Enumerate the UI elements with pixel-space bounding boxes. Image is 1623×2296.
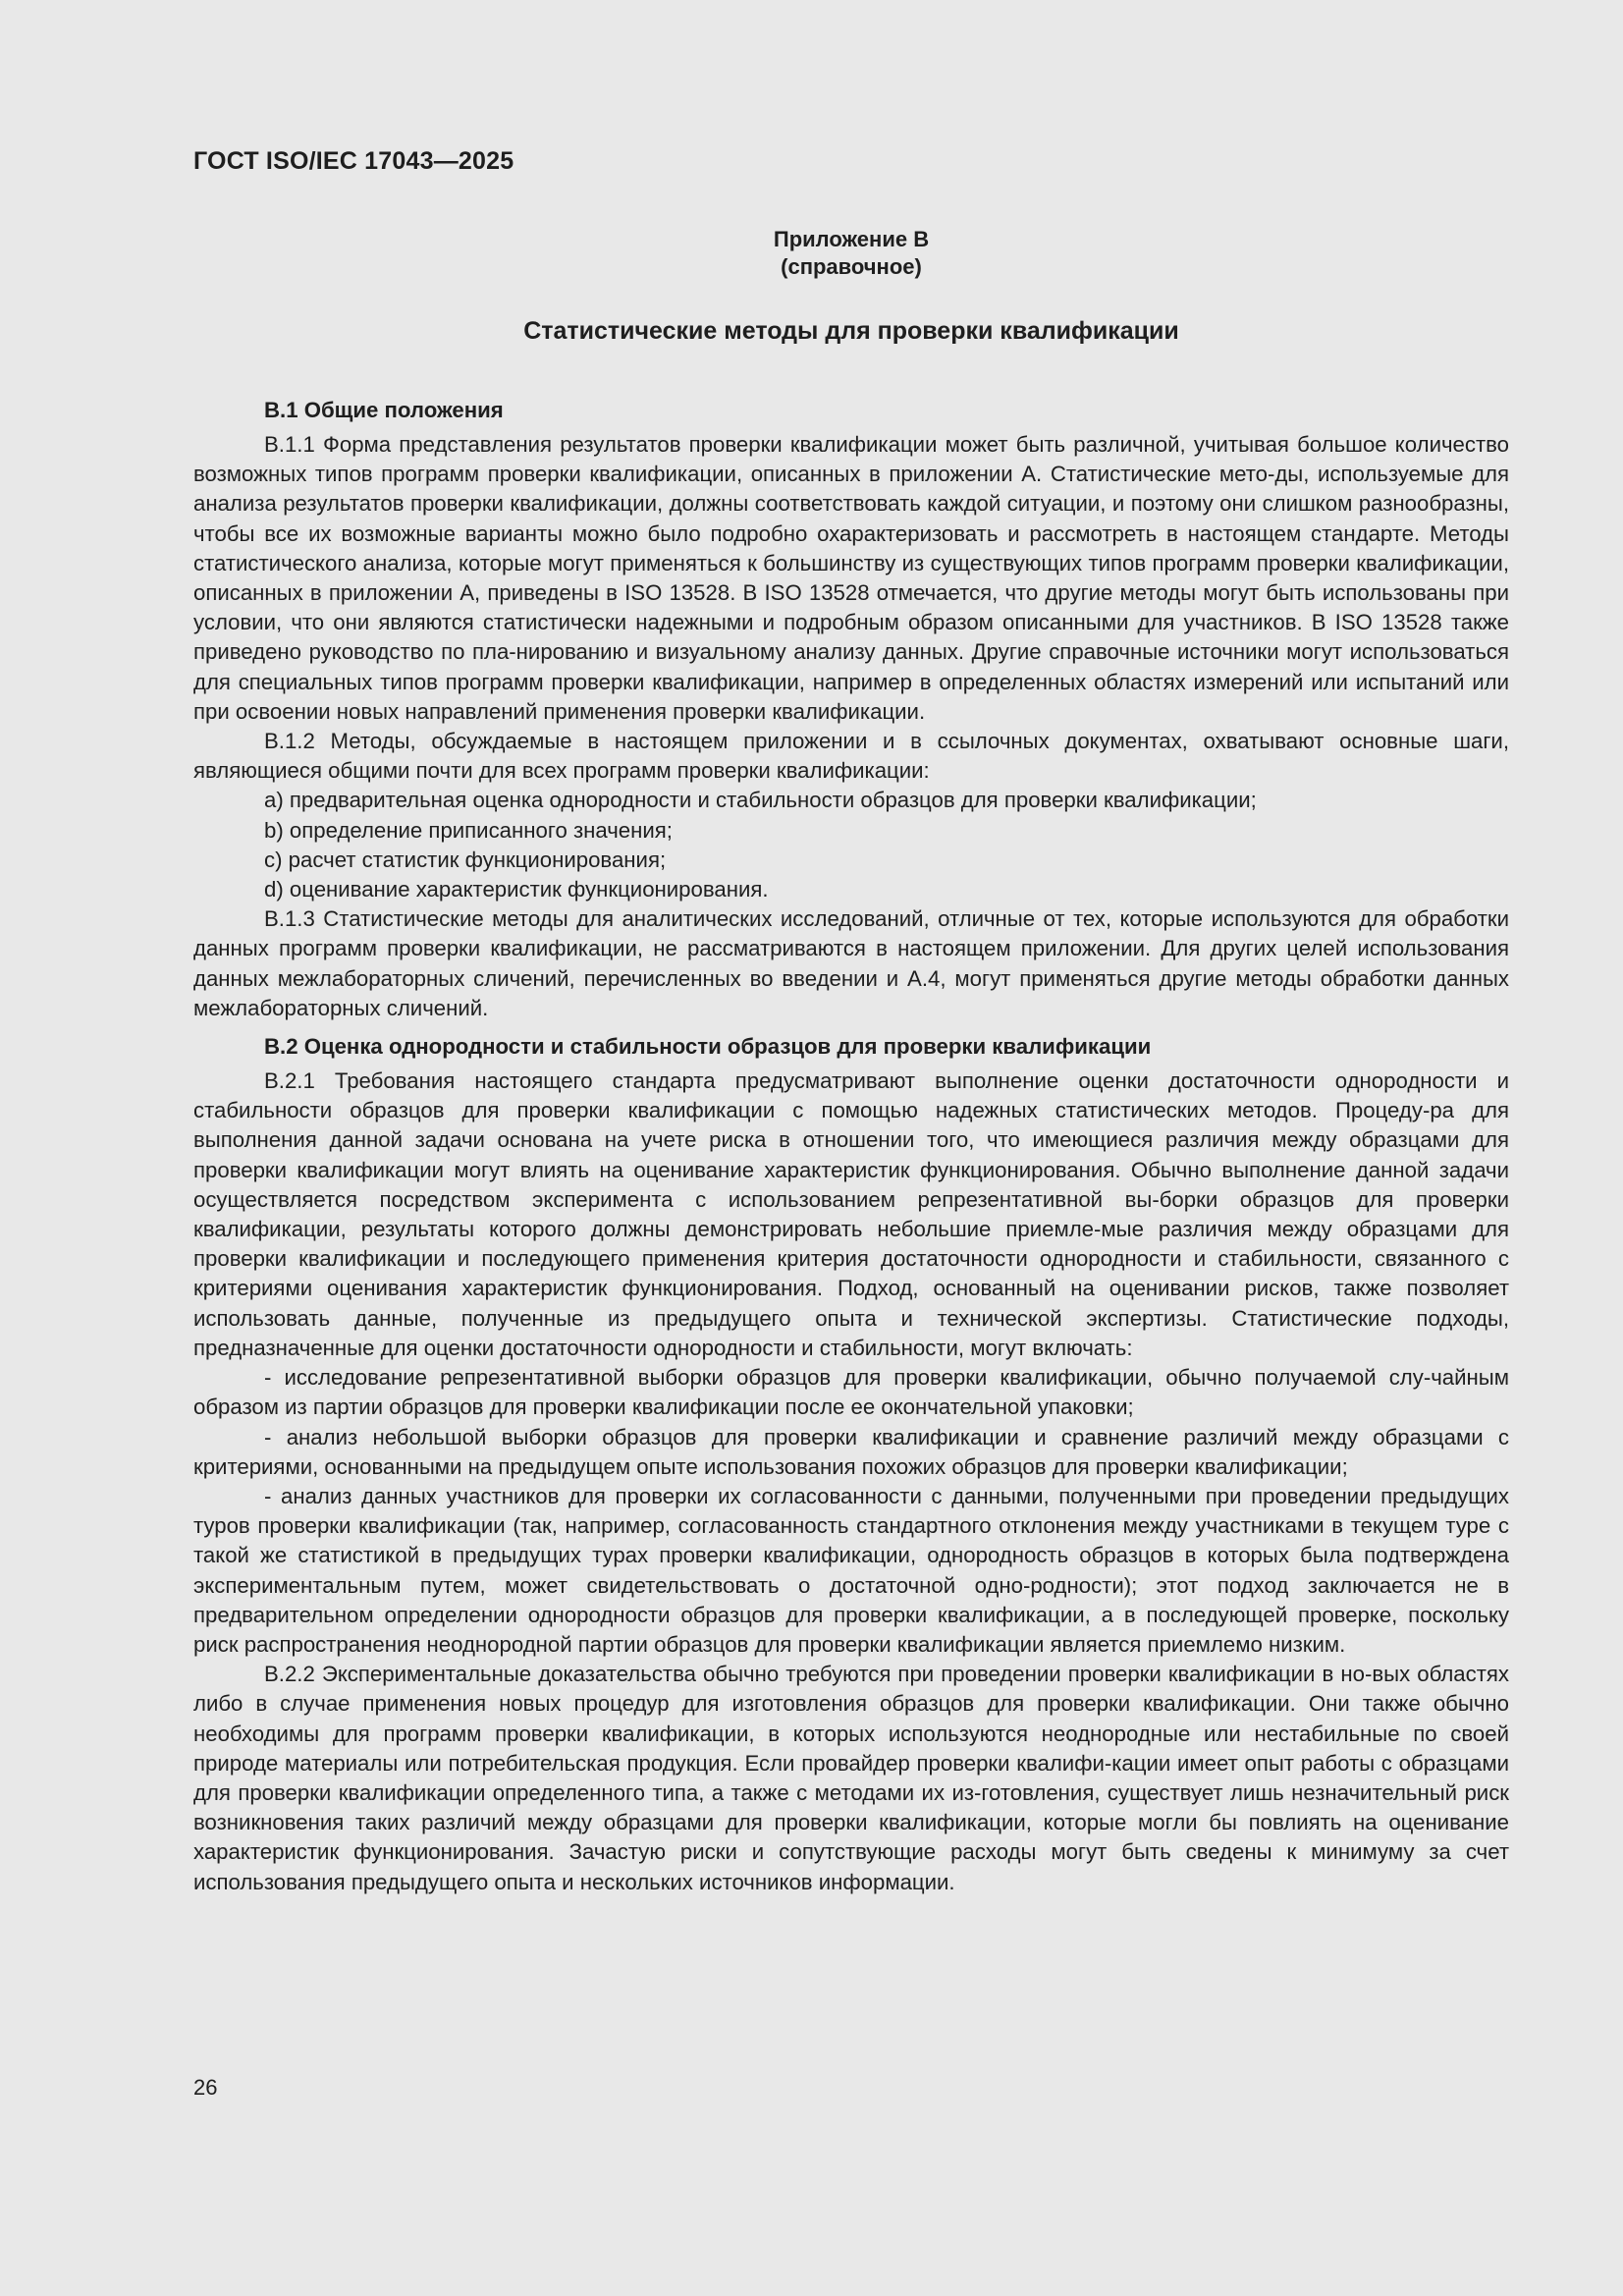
annex-title: Статистические методы для проверки квалификации [523,317,1179,345]
list-item: d) оценивание характеристик функционирования. [264,877,769,902]
bullet-item: - исследование репрезентативной выборки образцов для проверки квалификации, обычно получаемой слу-чайным образом из партии образцов для проверки квалификации после ее окончательной упаковки; [193,1365,1509,1420]
document-body [193,395,1509,1897]
list-item: c) расчет статистик функционирования; [264,847,667,872]
list-item: b) определение приписанного значения; [264,817,673,843]
page-number: 26 [193,2075,218,2100]
list-item: a) предварительная оценка однородности и стабильности образцов для проверки квалификации; [264,788,1257,813]
paragraph-b2-2: В.2.2 Экспериментальные доказательства обычно требуются при проведении проверки квалификации в но-вых областях либо в случае применения новых процедур для изготовления образцов для проверки квалификации. Они также обычно необходимы для программ проверки квалификации, в которых используются неоднородные или нестабильные по своей природе материалы или потребительская продукция. Если провайдер проверки квалифи-кации имеет опыт работы с образцами для проверки квалификации определенного типа, а также с методами их из-готовления, существует лишь незначительный риск возникновения таких различий между образцами для проверки квалификации, которые могли бы повлиять на оценивание характеристик функционирования. Зачастую риски и сопутствующие расходы могут быть сведены к минимуму за счет использования предыдущего опыта и нескольких источников информации. [193,1662,1509,1894]
annex-label: Приложение В [773,227,930,251]
bullet-item: - анализ данных участников для проверки их согласованности с данными, полученными при проведении предыдущих туров проверки квалификации (так, например, согласованность стандартного отклонения между участниками в текущем туре с такой же статистикой в предыдущих турах проверки квалификации, однородность образцов в которых была подтверждена экспериментальным путем, может свидетельствовать о достаточной одно-родности); этот подход заключается не в предварительном определении однородности образцов для проверки квалификации, а в последующей проверке, поскольку риск распространения неоднородной партии образцов для проверки квалификации является приемлемо низким. [193,1483,1509,1657]
bullet-item: - анализ небольшой выборки образцов для проверки квалификации и сравнение различий между образцами с критериями, основанными на предыдущем опыте использования похожих образцов для проверки квалификации; [193,1424,1509,1479]
paragraph-b1-1: В.1.1 Форма представления результатов проверки квалификации может быть различной, учитывая большое количество возможных типов программ проверки квалификации, описанных в приложении А. Статистические мето-ды, используемые для анализа результатов проверки квалификации, должны соответствовать каждой ситуации, и поэтому они слишком разнообразны, чтобы все их возможные варианты можно было подробно охарактеризовать и рассмотреть в настоящем стандарте. Методы статистического анализа, которые могут применяться к большинству из существующих типов программ проверки квалификации, описанных в приложении А, приведены в ISO 13528. В ISO 13528 отмечается, что другие методы могут быть использованы при условии, что они являются статистически надежными и подробным образом описанными для участников. В ISO 13528 также приведено руководство по пла-нированию и визуальному анализу данных. Другие справочные источники могут использоваться для специальных типов программ проверки квалификации, например в определенных областях измерений или испытаний или при освоении новых направлений применения проверки квалификации. [193,432,1509,724]
section-heading-b1: В.1 Общие положения [264,398,504,422]
paragraph-b2-1: В.2.1 Требования настоящего стандарта предусматривают выполнение оценки достаточности однородности и стабильности образцов для проверки квалификации с помощью надежных статистических методов. Процеду-ра для выполнения данной задачи основана на учете риска в отношении того, что имеющиеся различия между образцами для проверки квалификации могут влиять на оценивание характеристик функционирования. Обычно выполнение данной задачи осуществляется посредством эксперимента с использованием репрезентативной вы-борки образцов для проверки квалификации, результаты которого должны демонстрировать небольшие приемле-мые различия между образцами для проверки квалификации и последующего применения критерия достаточности однородности и стабильности, связанного с критериями оценивания характеристик функционирования. Подход, основанный на оценивании рисков, также позволяет использовать данные, полученные из предыдущего опыта и технической экспертизы. Статистические подходы, предназначенные для оценки достаточности однородности и стабильности, могут включать: [193,1068,1509,1360]
annex-status: (справочное) [781,254,922,279]
document-code-header: ГОСТ ISO/IEC 17043—2025 [193,147,514,175]
annex-heading [193,226,1509,281]
paragraph-b1-2: В.1.2 Методы, обсуждаемые в настоящем приложении и в ссылочных документах, охватывают основные шаги, являющиеся общими почти для всех программ проверки квалификации: [193,729,1509,784]
section-heading-b2: В.2 Оценка однородности и стабильности образцов для проверки квалификации [264,1034,1152,1060]
paragraph-b1-3: В.1.3 Статистические методы для аналитических исследований, отличные от тех, которые используются для обработки данных программ проверки квалификации, не рассматриваются в настоящем приложении. Для других целей использования данных межлабораторных сличений, перечисленных во введении и А.4, могут применяться другие методы обработки данных межлабораторных сличений. [193,906,1509,1020]
